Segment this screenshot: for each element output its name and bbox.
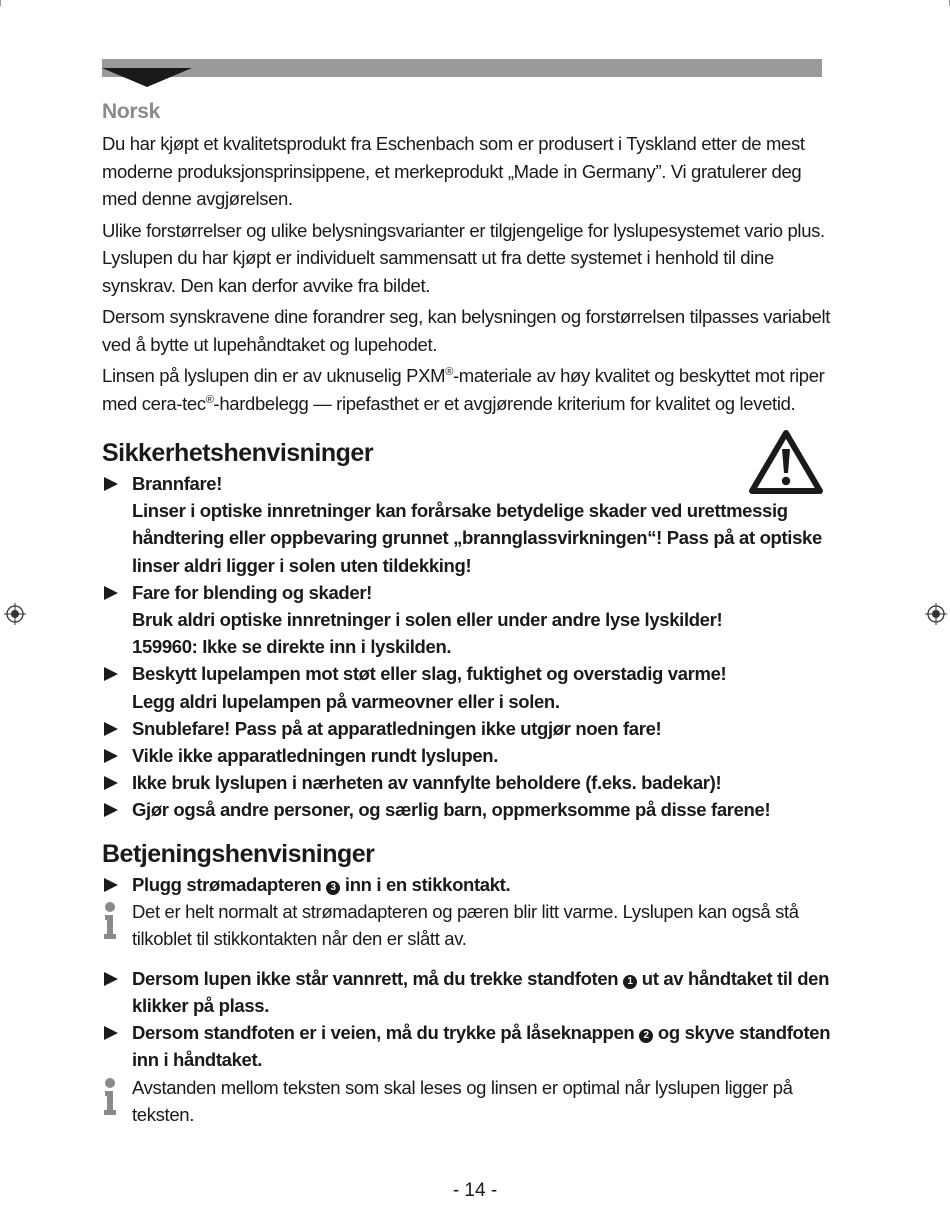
info-note — [102, 1074, 832, 1129]
intro-paragraph — [102, 362, 832, 417]
callout-number: 1 — [623, 975, 637, 989]
safety-item-line: 159960: Ikke se direkte inn i lyskilden. — [132, 636, 452, 658]
text-fragment: -hardbelegg — ripefasthet er et avgjørende kriterium for kvalitet og levetid. — [213, 392, 796, 414]
safety-item — [102, 660, 832, 714]
text-fragment: Plugg strømadapteren — [132, 873, 327, 895]
info-note — [102, 898, 832, 953]
info-text: Det er helt normalt at strømadapteren og pæren blir litt varme. Lyslupen kan også stå tilkoblet til stikkontakten når den er slått av. — [132, 900, 799, 950]
registration-mark-icon — [4, 603, 26, 625]
safety-item — [102, 796, 832, 823]
intro-paragraph: Du har kjøpt et kvalitetsprodukt fra Eschenbach som er produsert i Tyskland etter de mest moderne produksjonsprinsippene, et merkeprodukt „Made in Germany”. Vi gratulerer deg med denne avgjørelsen. — [102, 133, 805, 209]
safety-item-line: Brannfare! — [132, 473, 223, 494]
info-text: Avstanden mellom teksten som skal leses og linsen er optimal når lyslupen ligger på teksten. — [132, 1076, 793, 1126]
text-fragment: ut av håndtaket til den klikker på plass. — [132, 967, 830, 1017]
language-label: Norsk — [102, 100, 161, 123]
safety-item — [102, 579, 832, 661]
registered-mark: ® — [205, 393, 214, 406]
callout-number: 3 — [326, 881, 340, 895]
header-tab-marker — [102, 68, 192, 87]
safety-heading: Sikkerhetshenvisninger — [102, 439, 374, 467]
safety-item-line: Beskytt lupelampen mot støt eller slag, fuktighet og overstadig varme! — [132, 663, 727, 685]
text-fragment: Dersom standfoten er i veien, må du trykke på låseknappen — [132, 1022, 640, 1044]
bullet-arrow-icon — [104, 477, 118, 491]
text-fragment: -materiale av høy kvalitet og beskyttet mot riper med cera-tec — [102, 365, 825, 414]
registered-mark: ® — [445, 365, 453, 378]
safety-item — [102, 715, 832, 742]
operation-section — [102, 840, 832, 1129]
operation-heading: Betjeningshenvisninger — [102, 839, 375, 868]
text-fragment: Dersom lupen ikke står vannrett, må du trekke standfoten — [132, 967, 624, 989]
safety-item-line: Gjør også andre personer, og særlig barn, oppmerksomme på disse farene! — [132, 799, 771, 821]
bullet-arrow-icon — [104, 803, 118, 817]
text-fragment: og skyve standfoten inn i håndtaket. — [132, 1022, 831, 1071]
safety-item — [102, 470, 832, 579]
page-number: - 14 - — [452, 1180, 498, 1201]
bullet-arrow-icon — [104, 972, 118, 986]
bullet-arrow-icon — [104, 667, 118, 681]
crop-mark — [0, 0, 1, 6]
bullet-arrow-icon — [104, 722, 118, 736]
callout-number: 2 — [639, 1029, 653, 1043]
header-bar — [102, 59, 822, 77]
operation-item — [102, 965, 832, 1019]
text-fragment: inn i en stikkontakt. — [340, 873, 511, 895]
operation-item — [102, 871, 832, 898]
registration-mark-icon — [925, 603, 947, 625]
intro-paragraph: Ulike forstørrelser og ulike belysningsvarianter er tilgjengelige for lyslupesystemet vario plus. Lyslupen du har kjøpt er individuelt sammensatt ut fra dette systemet i henhold til dine synskrav. Den kan derfor avvike fra bildet. — [102, 219, 825, 296]
safety-item-line: Fare for blending og skader! — [132, 581, 372, 603]
safety-item — [102, 769, 832, 796]
safety-item — [102, 742, 832, 769]
bullet-arrow-icon — [104, 1026, 118, 1040]
safety-item-line: Ikke bruk lyslupen i nærheten av vannfylte beholdere (f.eks. badekar)! — [132, 772, 722, 794]
intro-paragraph: Dersom synskravene dine forandrer seg, kan belysningen og forstørrelsen tilpasses variabelt ved å bytte ut lupehåndtaket og lupehodet. — [102, 306, 831, 355]
safety-item-line: Linser i optiske innretninger kan forårsake betydelige skader ved urettmessig håndtering eller oppbevaring grunnet „brannglassvirkningen“! Pass på at optiske linser aldri ligger i solen uten tildekking! — [132, 500, 822, 576]
safety-section — [102, 439, 832, 824]
safety-item-line: Snublefare! Pass på at apparatledningen ikke utgjør noen fare! — [132, 717, 662, 739]
info-icon — [102, 902, 118, 942]
text-fragment: Linsen på lyslupen din er av uknuselig PXM — [102, 365, 446, 386]
safety-item-line: Bruk aldri optiske innretninger i solen eller under andre lyse lyskilder! — [132, 609, 723, 631]
page-content — [102, 100, 832, 1129]
safety-item-line: Vikle ikke apparatledningen rundt lyslupen. — [132, 745, 499, 767]
bullet-arrow-icon — [104, 776, 118, 790]
bullet-arrow-icon — [104, 586, 118, 600]
info-icon — [102, 1078, 118, 1118]
operation-item — [102, 1019, 832, 1073]
bullet-arrow-icon — [104, 749, 118, 763]
safety-item-line: Legg aldri lupelampen på varmeovner eller i solen. — [132, 690, 560, 712]
bullet-arrow-icon — [104, 878, 118, 892]
